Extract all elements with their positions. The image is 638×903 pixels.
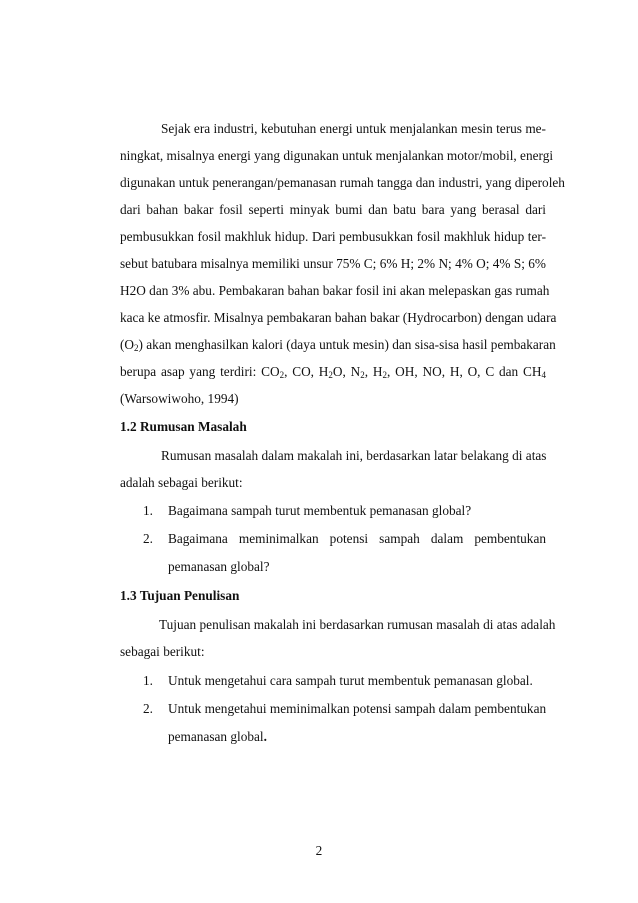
list-item: Untuk mengetahui cara sampah turut membentuk pemanasan global.	[168, 673, 533, 688]
paragraph-line: adalah sebagai berikut:	[120, 475, 243, 490]
paragraph-line: $(O_2)$ akan menghasilkan kalori (daya untuk mesin) dan sisa-sisa hasil pembakaran	[120, 337, 556, 353]
paragraph-line: H2O dan 3% abu. Pembakaran bahan bakar fosil ini akan melepaskan gas rumah	[120, 283, 550, 298]
list-item-number: 1.	[143, 673, 153, 688]
paragraph-line: Sejak era industri, kebutuhan energi untuk menjalankan mesin terus me-	[161, 121, 546, 136]
paragraph-line: dari bahan bakar fosil seperti minyak bumi dan batu bara yang berasal dari	[120, 202, 546, 217]
list-item: Bagaimana sampah turut membentuk pemanasan global?	[168, 503, 472, 518]
paragraph-line: digunakan untuk penerangan/pemanasan rumah tangga dan industri, yang diperoleh	[120, 175, 565, 190]
list-item: pemanasan global.	[168, 729, 267, 744]
paragraph-line: (Warsowiwoho, 1994)	[120, 391, 239, 406]
paragraph-line: ningkat, misalnya energi yang digunakan untuk menjalankan motor/mobil, energi	[120, 148, 554, 163]
list-item-number: 1.	[143, 503, 153, 518]
list-item-number: 2.	[143, 701, 153, 716]
page-number: 2	[315, 843, 323, 858]
paragraph-line: Tujuan penulisan makalah ini berdasarkan rumusan masalah di atas adalah	[159, 617, 556, 632]
paragraph-line: sebut batubara misalnya memiliki unsur 75% C; 6% H; 2% N; 4% O; 4% S; 6%	[120, 256, 546, 271]
paragraph-line: pembusukkan fosil makhluk hidup. Dari pembusukkan fosil makhluk hidup ter-	[120, 229, 546, 244]
paragraph-line: sebagai berikut:	[120, 644, 205, 659]
list-item: pemanasan global?	[168, 559, 270, 574]
list-item: Bagaimana meminimalkan potensi sampah dalam pembentukan	[168, 531, 546, 546]
section-heading: 1.2 Rumusan Masalah	[120, 419, 247, 434]
paragraph-line: kaca ke atmosfir. Misalnya pembakaran bahan bakar (Hydrocarbon) dengan udara	[120, 310, 557, 325]
list-item-number: 2.	[143, 531, 153, 546]
paragraph-line: berupa asap yang terdiri: $CO_2$, CO, $H_2O$, $N_2$, $H_2$, OH, NO, H, O, C dan $CH_4$	[120, 364, 546, 380]
list-item: Untuk mengetahui meminimalkan potensi sampah dalam pembentukan	[168, 701, 547, 716]
section-heading: 1.3 Tujuan Penulisan	[120, 588, 240, 603]
paragraph-line: Rumusan masalah dalam makalah ini, berdasarkan latar belakang di atas	[161, 448, 547, 463]
